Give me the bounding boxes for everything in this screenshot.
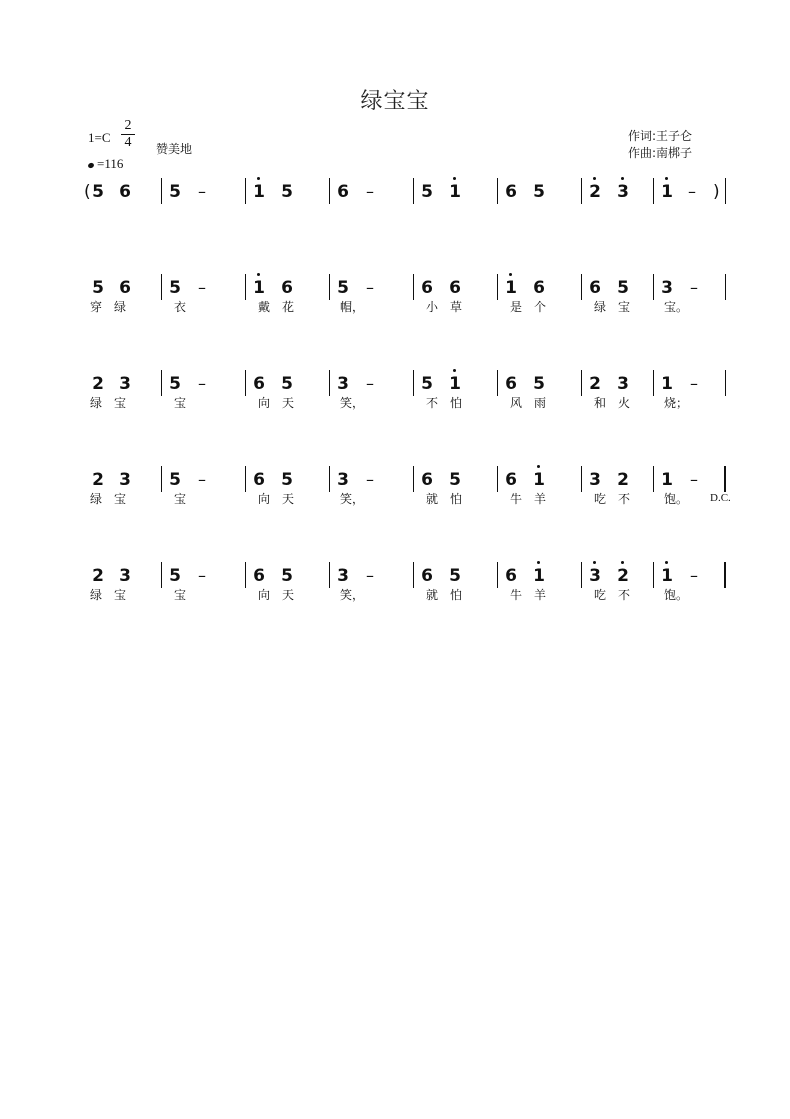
- lyric-char: 羊: [533, 492, 546, 506]
- note: 2: [589, 374, 601, 394]
- note: 5: [169, 278, 181, 298]
- bar-line: [581, 178, 582, 204]
- bar-line: [161, 274, 162, 300]
- bar-line: [653, 466, 654, 492]
- bar-line: [497, 562, 498, 588]
- lyric-char: 怕: [449, 492, 462, 506]
- bar-line: [581, 274, 582, 300]
- close-paren: ): [713, 182, 720, 202]
- bar-line: [653, 370, 654, 396]
- lyric-char: 笑，: [340, 492, 365, 506]
- bar-line: [413, 370, 414, 396]
- bar-line: [653, 562, 654, 588]
- lyric-char: 宝: [113, 396, 126, 410]
- lyric-char: 就: [425, 492, 438, 506]
- note: 6: [505, 182, 517, 202]
- bar-line: [245, 562, 246, 588]
- dash-note: –: [366, 470, 374, 489]
- lyric-char: 宝: [113, 492, 126, 506]
- score-system: [0, 277, 790, 337]
- note: 2: [616, 566, 630, 586]
- bar-line: [161, 562, 162, 588]
- bar-line: [245, 466, 246, 492]
- note: 6: [421, 278, 433, 298]
- note: 1: [661, 374, 673, 394]
- note: 1: [252, 182, 266, 202]
- bar-line: [413, 466, 414, 492]
- note: 2: [92, 374, 104, 394]
- note: 5: [337, 278, 349, 298]
- lyric-char: 烧；: [664, 396, 689, 410]
- dash-note: –: [690, 278, 698, 297]
- bar-line: [725, 178, 726, 204]
- note: 6: [589, 278, 601, 298]
- note: 5: [449, 566, 461, 586]
- time-signature: [120, 118, 136, 151]
- note: 5: [281, 566, 293, 586]
- lyric-char: 怕: [449, 396, 462, 410]
- bar-line: [329, 178, 330, 204]
- dash-note: –: [198, 182, 206, 201]
- note: 5: [92, 278, 104, 298]
- lyric-char: 饱。: [664, 492, 689, 506]
- note: 6: [505, 566, 517, 586]
- bar-line: [413, 274, 414, 300]
- lyric-char: 羊: [533, 588, 546, 602]
- note: 6: [449, 278, 461, 298]
- bar-line: [413, 178, 414, 204]
- note: 3: [337, 566, 349, 586]
- lyric-char: 吃: [593, 588, 606, 602]
- note: 6: [281, 278, 293, 298]
- octave-dot: [453, 369, 456, 372]
- note: 3: [617, 374, 629, 394]
- bar-line: [653, 274, 654, 300]
- lyric-char: 宝: [173, 588, 186, 602]
- lyric-char: 不: [617, 492, 630, 506]
- lyric-char: 绿: [113, 300, 126, 314]
- note: 3: [589, 470, 601, 490]
- note: 3: [119, 566, 131, 586]
- lyric-char: 火: [617, 396, 630, 410]
- score-system: [0, 373, 790, 433]
- key-signature: 1=C: [88, 130, 111, 145]
- score-system: [0, 469, 790, 529]
- lyric-char: 不: [425, 396, 438, 410]
- lyric-char: 个: [533, 300, 546, 314]
- open-paren: (: [84, 182, 91, 202]
- bar-line: [725, 370, 726, 396]
- bar-line: [497, 178, 498, 204]
- bar-line: [497, 466, 498, 492]
- octave-dot: [621, 177, 624, 180]
- note: 1: [532, 566, 546, 586]
- lyric-char: 天: [281, 396, 294, 410]
- note: 1: [532, 470, 546, 490]
- note: 6: [421, 566, 433, 586]
- lyric-char: 雨: [533, 396, 546, 410]
- bar-line: [497, 370, 498, 396]
- lyric-char: 宝。: [664, 300, 689, 314]
- note: 5: [281, 374, 293, 394]
- bar-line: [413, 562, 414, 588]
- note: 6: [253, 566, 265, 586]
- time-signature-bottom: 4: [124, 135, 132, 150]
- bar-line: [161, 370, 162, 396]
- note: 5: [169, 374, 181, 394]
- lyric-char: 牛: [509, 588, 522, 602]
- octave-dot: [509, 273, 512, 276]
- octave-dot: [665, 177, 668, 180]
- lyricist-credit: 作词:王子仑: [628, 129, 693, 143]
- note: 3: [616, 182, 630, 202]
- composer-credit: 作曲:南梆子: [628, 146, 693, 160]
- final-bar-line: [724, 562, 726, 588]
- lyric-char: 就: [425, 588, 438, 602]
- note: 6: [421, 470, 433, 490]
- note: 1: [448, 182, 462, 202]
- note: 3: [337, 470, 349, 490]
- bar-line: [329, 370, 330, 396]
- final-bar-line: [724, 466, 726, 492]
- dash-note: –: [366, 566, 374, 585]
- lyric-char: 吃: [593, 492, 606, 506]
- expression-marking: 赞美地: [156, 142, 193, 156]
- note: 3: [661, 278, 673, 298]
- bar-line: [329, 274, 330, 300]
- note: 5: [169, 182, 181, 202]
- bar-line: [581, 370, 582, 396]
- note: 1: [661, 470, 673, 490]
- lyric-char: 牛: [509, 492, 522, 506]
- note: 1: [448, 374, 462, 394]
- lyric-char: 风: [509, 396, 522, 410]
- dash-note: –: [366, 374, 374, 393]
- octave-dot: [621, 561, 624, 564]
- note: 5: [533, 374, 545, 394]
- score-system: [0, 565, 790, 625]
- note: 2: [92, 566, 104, 586]
- lyric-char: 衣: [173, 300, 186, 314]
- score-system: [0, 181, 790, 241]
- note: 3: [119, 374, 131, 394]
- lyric-char: 天: [281, 492, 294, 506]
- lyric-char: 绿: [89, 396, 102, 410]
- note: 2: [92, 470, 104, 490]
- lyric-char: 是: [509, 300, 522, 314]
- quarter-note-icon: [87, 162, 94, 169]
- dash-note: –: [198, 470, 206, 489]
- bar-line: [653, 178, 654, 204]
- octave-dot: [453, 177, 456, 180]
- note: 5: [281, 470, 293, 490]
- note: 2: [588, 182, 602, 202]
- lyric-char: 绿: [89, 492, 102, 506]
- octave-dot: [537, 561, 540, 564]
- lyric-char: 戴: [257, 300, 270, 314]
- note: 6: [253, 470, 265, 490]
- dash-note: –: [198, 566, 206, 585]
- lyric-char: 花: [281, 300, 294, 314]
- note: 1: [252, 278, 266, 298]
- note: 5: [169, 470, 181, 490]
- dash-note: –: [198, 278, 206, 297]
- bar-line: [161, 466, 162, 492]
- time-signature-top: 2: [124, 118, 132, 133]
- dash-note: –: [198, 374, 206, 393]
- octave-dot: [593, 177, 596, 180]
- bar-line: [725, 274, 726, 300]
- lyric-char: 宝: [617, 300, 630, 314]
- lyric-char: 和: [593, 396, 606, 410]
- note: 5: [281, 182, 293, 202]
- lyric-char: 宝: [113, 588, 126, 602]
- bar-line: [245, 178, 246, 204]
- lyric-char: 笑，: [340, 588, 365, 602]
- note: 6: [505, 470, 517, 490]
- tempo-marking: [88, 156, 123, 172]
- note: 6: [337, 182, 349, 202]
- note: 1: [660, 182, 674, 202]
- note: 6: [119, 182, 131, 202]
- lyric-char: 向: [257, 492, 270, 506]
- lyric-char: 帽，: [340, 300, 365, 314]
- bar-line: [581, 466, 582, 492]
- octave-dot: [537, 465, 540, 468]
- bar-line: [245, 274, 246, 300]
- note: 5: [92, 182, 104, 202]
- note: 3: [588, 566, 602, 586]
- dash-note: –: [690, 470, 698, 489]
- lyric-char: 绿: [593, 300, 606, 314]
- note: 5: [533, 182, 545, 202]
- note: 1: [504, 278, 518, 298]
- octave-dot: [593, 561, 596, 564]
- lyric-char: 笑，: [340, 396, 365, 410]
- bar-line: [329, 562, 330, 588]
- lyric-char: 向: [257, 588, 270, 602]
- lyric-char: 饱。: [664, 588, 689, 602]
- score-title: 绿宝宝: [360, 89, 430, 114]
- bar-line: [497, 274, 498, 300]
- note: 6: [533, 278, 545, 298]
- lyric-char: 宝: [173, 492, 186, 506]
- dash-note: –: [690, 374, 698, 393]
- note: 5: [449, 470, 461, 490]
- note: 1: [660, 566, 674, 586]
- bar-line: [161, 178, 162, 204]
- lyric-char: 小: [425, 300, 438, 314]
- lyric-char: 穿: [89, 300, 102, 314]
- note: 5: [617, 278, 629, 298]
- lyric-char: 天: [281, 588, 294, 602]
- note: 3: [119, 470, 131, 490]
- octave-dot: [665, 561, 668, 564]
- lyric-char: 草: [449, 300, 462, 314]
- dash-note: –: [366, 182, 374, 201]
- bar-line: [329, 466, 330, 492]
- note: 2: [617, 470, 629, 490]
- lyric-char: 怕: [449, 588, 462, 602]
- note: 6: [505, 374, 517, 394]
- note: 6: [119, 278, 131, 298]
- lyric-char: 不: [617, 588, 630, 602]
- note: 5: [421, 182, 433, 202]
- lyric-char: 宝: [173, 396, 186, 410]
- note: 6: [253, 374, 265, 394]
- dash-note: –: [688, 182, 696, 201]
- note: 3: [337, 374, 349, 394]
- octave-dot: [257, 273, 260, 276]
- dash-note: –: [366, 278, 374, 297]
- note: 5: [421, 374, 433, 394]
- tempo-value: =116: [97, 156, 124, 171]
- da-capo-mark: D.C.: [710, 492, 731, 504]
- octave-dot: [257, 177, 260, 180]
- note: 5: [169, 566, 181, 586]
- bar-line: [581, 562, 582, 588]
- lyric-char: 向: [257, 396, 270, 410]
- lyric-char: 绿: [89, 588, 102, 602]
- bar-line: [245, 370, 246, 396]
- dash-note: –: [690, 566, 698, 585]
